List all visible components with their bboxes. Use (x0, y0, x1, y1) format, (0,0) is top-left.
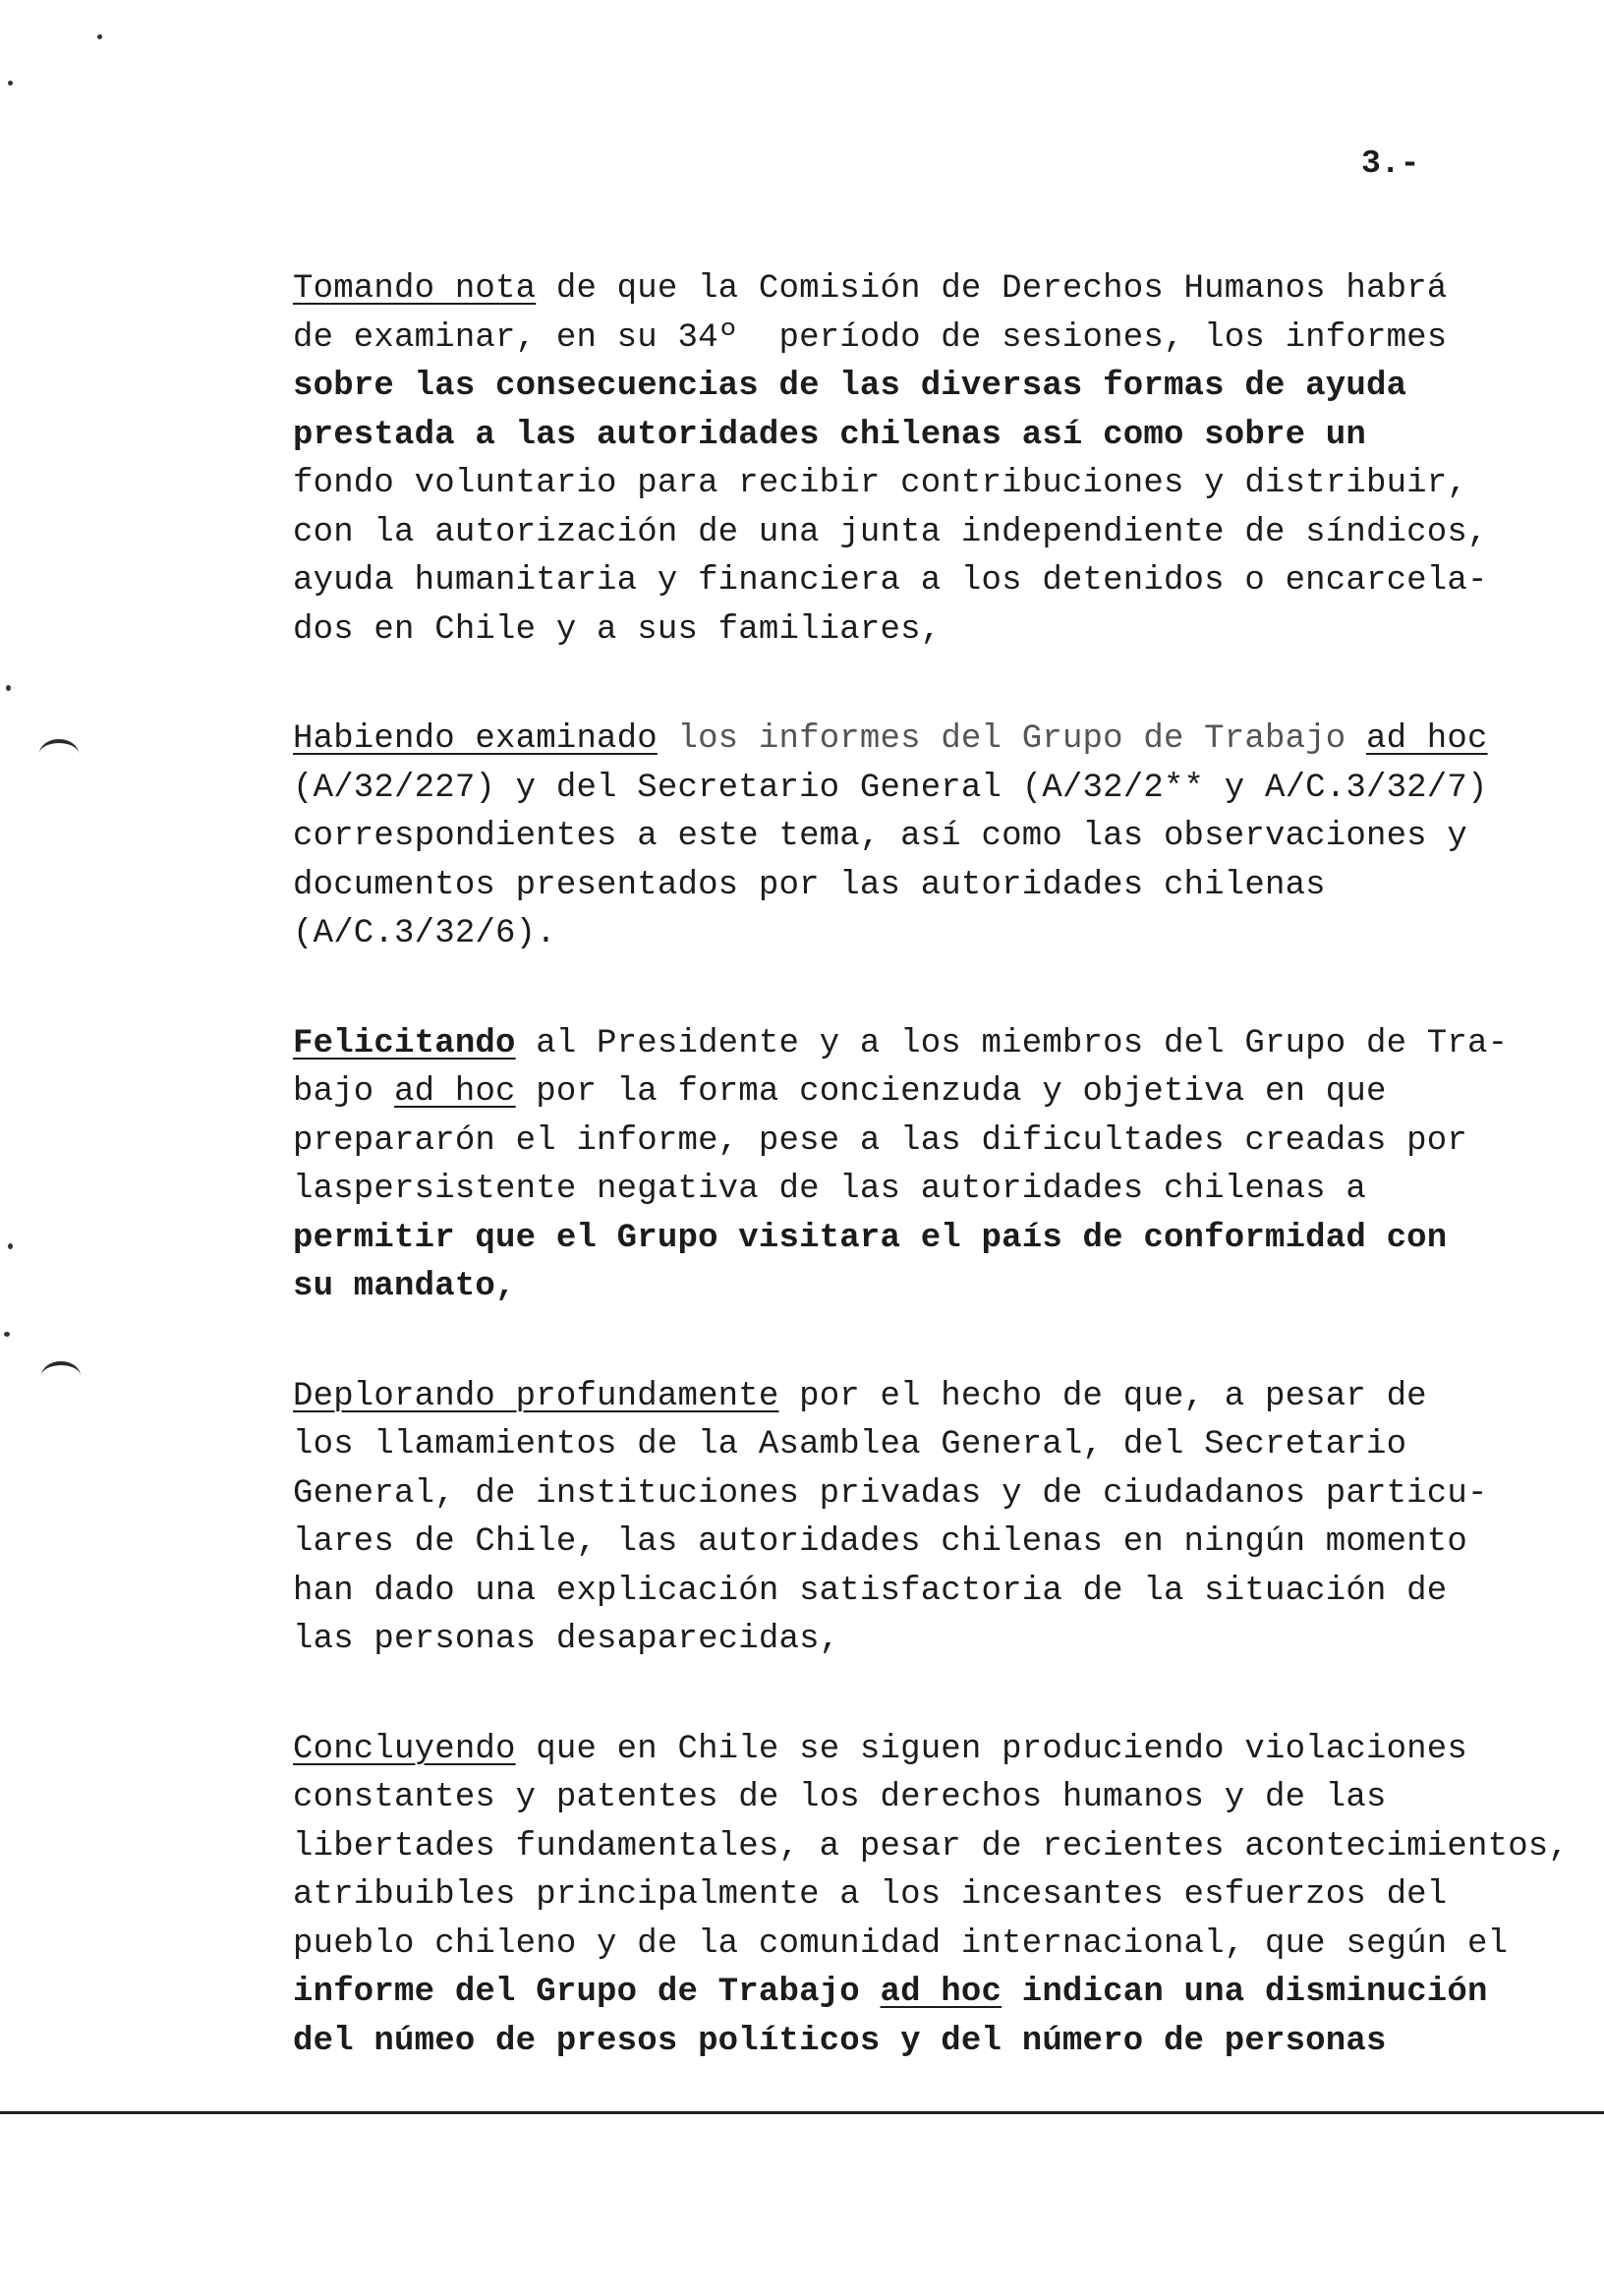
text-line: prestada a las autoridades chilenas así como sobre un (293, 416, 1366, 454)
scan-speck (8, 1243, 13, 1249)
text-line (293, 716, 1541, 765)
line-text: de que la Comisión de Derechos Humanos habrá (536, 270, 1448, 308)
text-line: atribuibles principalmente a los incesantes esfuerzos del (293, 1876, 1448, 1914)
line-text: indican una disminución (1002, 1974, 1488, 2011)
preamble-lead: Tomando nota (293, 270, 537, 308)
text-line: del númeo de presos políticos y del número de personas (293, 2022, 1387, 2060)
text-line: han dado una explicación satisfactoria de la situación de (293, 1572, 1448, 1610)
text-line (293, 1969, 1541, 2018)
text-line: (A/32/227) y del Secretario General (A/32/2** y A/C.3/32/7) (293, 769, 1488, 807)
text-line: sobre las consecuencias de las diversas formas de ayuda (293, 368, 1407, 405)
text-line: General, de instituciones privadas y de ciudadanos particu- (293, 1474, 1488, 1513)
text-line: con la autorización de una junta independiente de síndicos, (293, 513, 1488, 551)
text-line: correspondientes a este tema, así como las observaciones y (293, 818, 1467, 855)
text-line: pueblo chileno y de la comunidad internacional, que según el (293, 1924, 1509, 1963)
ad-hoc-term: ad hoc (1366, 720, 1488, 758)
text-line: ayuda humanitaria y financiera a los detenidos o encarcela- (293, 562, 1488, 600)
text-line: prepararón el informe, pese a las dificultades creadas por (293, 1121, 1467, 1160)
text-line: los llamamientos de la Asamblea General, del Secretario (293, 1426, 1407, 1464)
paragraph-felicitando (293, 1020, 1541, 1312)
scan-speck (6, 685, 11, 691)
preamble-lead: Concluyendo (293, 1730, 516, 1768)
text-line: su mandato, (293, 1268, 516, 1305)
text-line: fondo voluntario para recibir contribuciones y distribuir, (293, 465, 1467, 502)
line-text: los informes del Grupo de Trabajo (657, 720, 1366, 758)
text-line: libertades fundamentales, a pesar de recientes acontecimientos, (293, 1827, 1570, 1866)
text-line (293, 1020, 1541, 1069)
text-line (293, 1726, 1541, 1775)
text-line: lares de Chile, las autoridades chilenas en ningún momento (293, 1523, 1467, 1561)
text-line: permitir que el Grupo visitara el país de conformidad con (293, 1219, 1448, 1257)
scan-speck (4, 1332, 10, 1337)
text-line (293, 265, 1541, 315)
preamble-lead: Deplorando profundamente (293, 1377, 779, 1415)
ad-hoc-term: ad hoc (394, 1073, 516, 1111)
punch-hole-arc (41, 1361, 81, 1391)
line-text: bajo (293, 1073, 395, 1111)
text-line: las personas desaparecidas, (293, 1621, 840, 1658)
ad-hoc-term: ad hoc (880, 1974, 1002, 2011)
paragraph-tomando-nota (293, 265, 1541, 655)
preamble-lead: Habiendo examinado (293, 720, 658, 758)
text-line: laspersistente negativa de las autoridades chilenas a (293, 1171, 1366, 1208)
line-text: por la forma concienzuda y objetiva en que (515, 1073, 1387, 1111)
text-line: (A/C.3/32/6). (293, 915, 556, 952)
line-text: informe del Grupo de Trabajo (293, 1974, 881, 2011)
punch-hole-arc (39, 739, 79, 769)
line-text: por el hecho de que, a pesar de (778, 1377, 1427, 1415)
paragraph-deplorando (293, 1373, 1541, 1665)
preamble-lead: Felicitando (293, 1024, 516, 1062)
paragraph-concluyendo (293, 1726, 1570, 2067)
text-line (293, 1373, 1541, 1422)
line-text: que en Chile se siguen produciendo violaciones (515, 1730, 1467, 1768)
line-text: al Presidente y a los miembros del Grupo de Tra- (515, 1024, 1509, 1062)
text-line: constantes y patentes de los derechos humanos y de las (293, 1779, 1387, 1816)
text-line: documentos presentados por las autoridades chilenas (293, 866, 1326, 904)
resolution-text (293, 265, 1570, 2127)
scan-speck (8, 81, 13, 86)
page-number: 3.- (1361, 145, 1420, 182)
page-bottom-rule (0, 2111, 1604, 2114)
scan-speck (97, 34, 102, 39)
text-line (293, 1068, 1541, 1118)
paragraph-habiendo-examinado (293, 716, 1541, 959)
text-line: de examinar, en su 34º período de sesiones, los informes (293, 318, 1448, 357)
text-line: dos en Chile y a sus familiares, (293, 610, 942, 649)
